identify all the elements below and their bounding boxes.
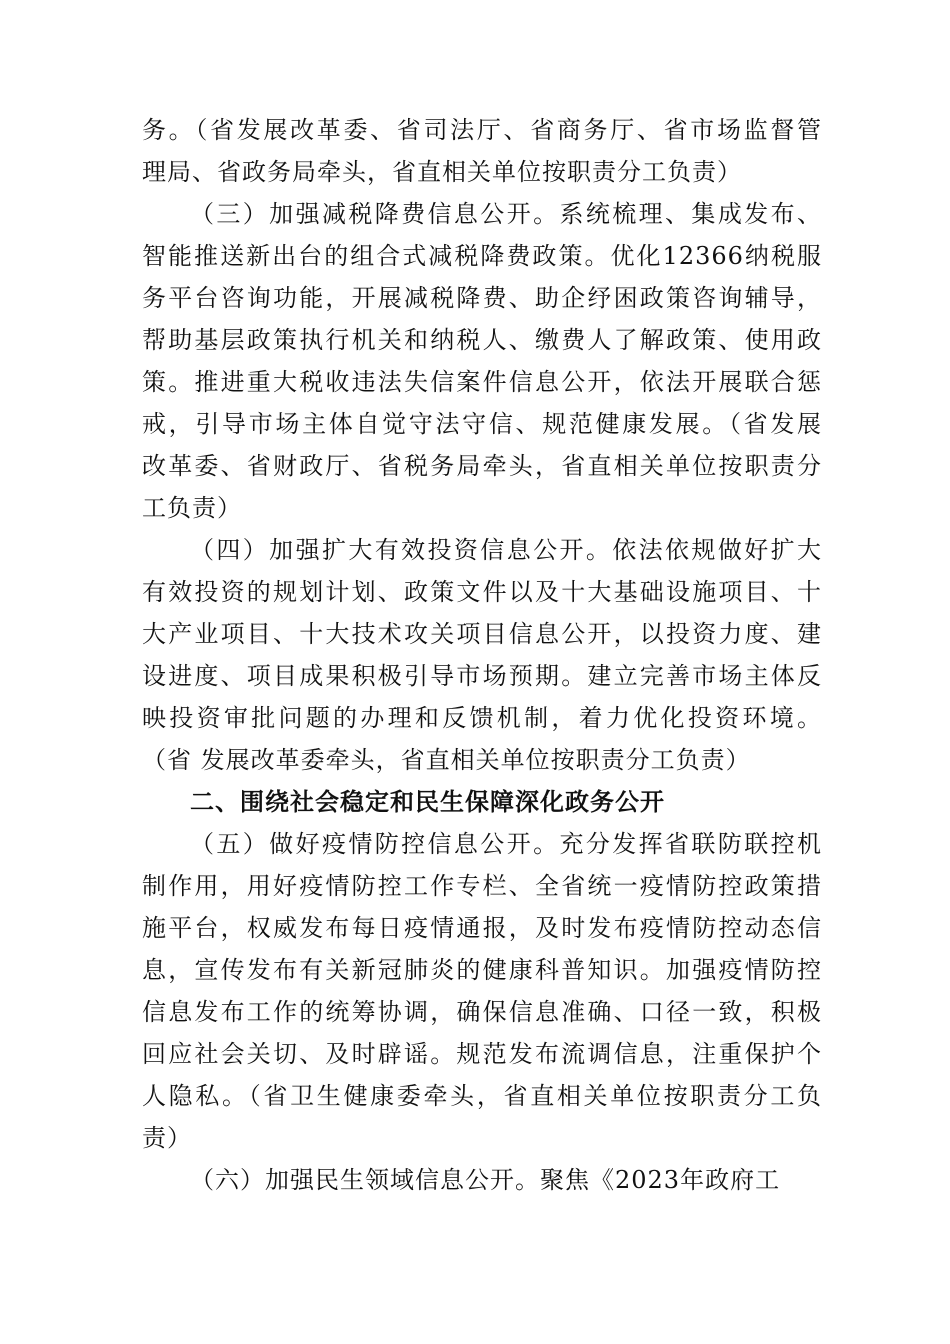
text-line: 改革委、省财政厅、省税务局牵头，省直相关单位按职责分 [142,452,822,480]
text-line: 务。（省发展改革委、省司法厅、省商务厅、省市场监督管 [142,116,822,144]
text-line: 智能推送新出台的组合式减税降费政策。优化12366纳税服 [142,242,822,270]
text-line: 理局、省政务局牵头，省直相关单位按职责分工负责） [142,158,742,186]
text-line: 设进度、项目成果积极引导市场预期。建立完善市场主体反 [142,662,822,690]
text-line: 施平台，权威发布每日疫情通报，及时发布疫情防控动态信 [142,914,822,942]
text-line: 戒，引导市场主体自觉守法守信、规范健康发展。（省发展 [142,410,822,438]
text-line: 大产业项目、十大技术攻关项目信息公开，以投资力度、建 [142,620,822,648]
text-line: 回应社会关切、及时辟谣。规范发布流调信息，注重保护个 [142,1040,822,1068]
text-line: 映投资审批问题的办理和反馈机制，着力优化投资环境。 [142,704,822,732]
paragraph-5-first-line: （五）做好疫情防控信息公开。充分发挥省联防联控机 [190,830,822,858]
text-line: 制作用，用好疫情防控工作专栏、全省统一疫情防控政策措 [142,872,822,900]
text-line: （省 发展改革委牵头，省直相关单位按职责分工负责） [142,746,751,774]
text-line: 有效投资的规划计划、政策文件以及十大基础设施项目、十 [142,578,822,606]
text-line: 人隐私。（省卫生健康委牵头，省直相关单位按职责分工负 [142,1082,822,1110]
text-line: 息，宣传发布有关新冠肺炎的健康科普知识。加强疫情防控 [142,956,822,984]
paragraph-4-first-line: （四）加强扩大有效投资信息公开。依法依规做好扩大 [190,536,822,564]
section-heading: 二、围绕社会稳定和民生保障深化政务公开 [190,788,665,816]
text-line: 工负责） [142,494,242,522]
paragraph-6-first-line: （六）加强民生领域信息公开。聚焦《2023年政府工 [190,1166,781,1194]
paragraph-3-first-line: （三）加强减税降费信息公开。系统梳理、集成发布、 [190,200,822,228]
text-line: 策。推进重大税收违法失信案件信息公开，依法开展联合惩 [142,368,822,396]
text-line: 帮助基层政策执行机关和纳税人、缴费人了解政策、使用政 [142,326,822,354]
text-line: 责） [142,1124,192,1152]
text-line: 信息发布工作的统筹协调，确保信息准确、口径一致，积极 [142,998,822,1026]
text-line: 务平台咨询功能，开展减税降费、助企纾困政策咨询辅导， [142,284,822,312]
